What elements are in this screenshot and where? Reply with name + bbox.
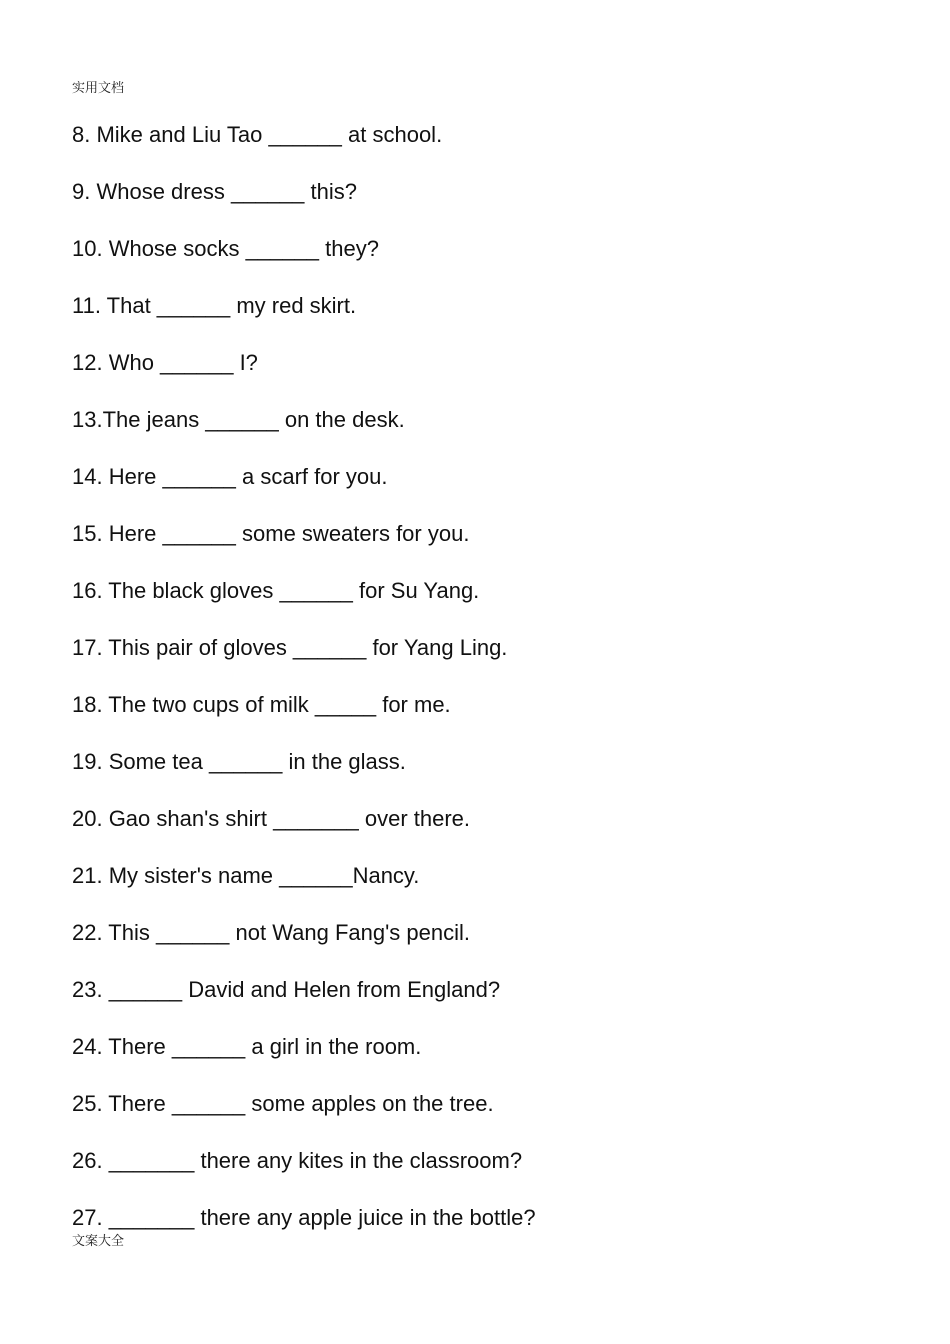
question-item: 12. Who ______ I? (72, 350, 258, 375)
question-item: 25. There ______ some apples on the tree. (72, 1091, 494, 1116)
question-item: 17. This pair of gloves ______ for Yang Ling. (72, 635, 508, 660)
question-item: 24. There ______ a girl in the room. (72, 1034, 422, 1059)
question-item: 14. Here ______ a scarf for you. (72, 464, 388, 489)
question-item: 18. The two cups of milk _____ for me. (72, 692, 451, 717)
question-item: 19. Some tea ______ in the glass. (72, 749, 406, 774)
page-footer-label: 文案大全 (72, 1234, 125, 1249)
question-item: 8. Mike and Liu Tao ______ at school. (72, 122, 443, 147)
question-item: 27. _______ there any apple juice in the bottle? (72, 1205, 536, 1230)
question-item: 26. _______ there any kites in the classroom? (72, 1148, 523, 1173)
question-item: 20. Gao shan's shirt _______ over there. (72, 806, 471, 831)
question-item: 23. ______ David and Helen from England? (72, 977, 501, 1002)
question-item: 15. Here ______ some sweaters for you. (72, 521, 470, 546)
question-item: 13.The jeans ______ on the desk. (72, 407, 405, 432)
question-item: 9. Whose dress ______ this? (72, 179, 357, 204)
question-item: 21. My sister's name ______Nancy. (72, 863, 420, 888)
question-item: 16. The black gloves ______ for Su Yang. (72, 578, 480, 603)
question-item: 22. This ______ not Wang Fang's pencil. (72, 920, 471, 945)
question-list (72, 120, 892, 1260)
question-item: 10. Whose socks ______ they? (72, 236, 379, 261)
question-item: 11. That ______ my red skirt. (72, 293, 357, 318)
page-header-label: 实用文档 (72, 81, 125, 96)
